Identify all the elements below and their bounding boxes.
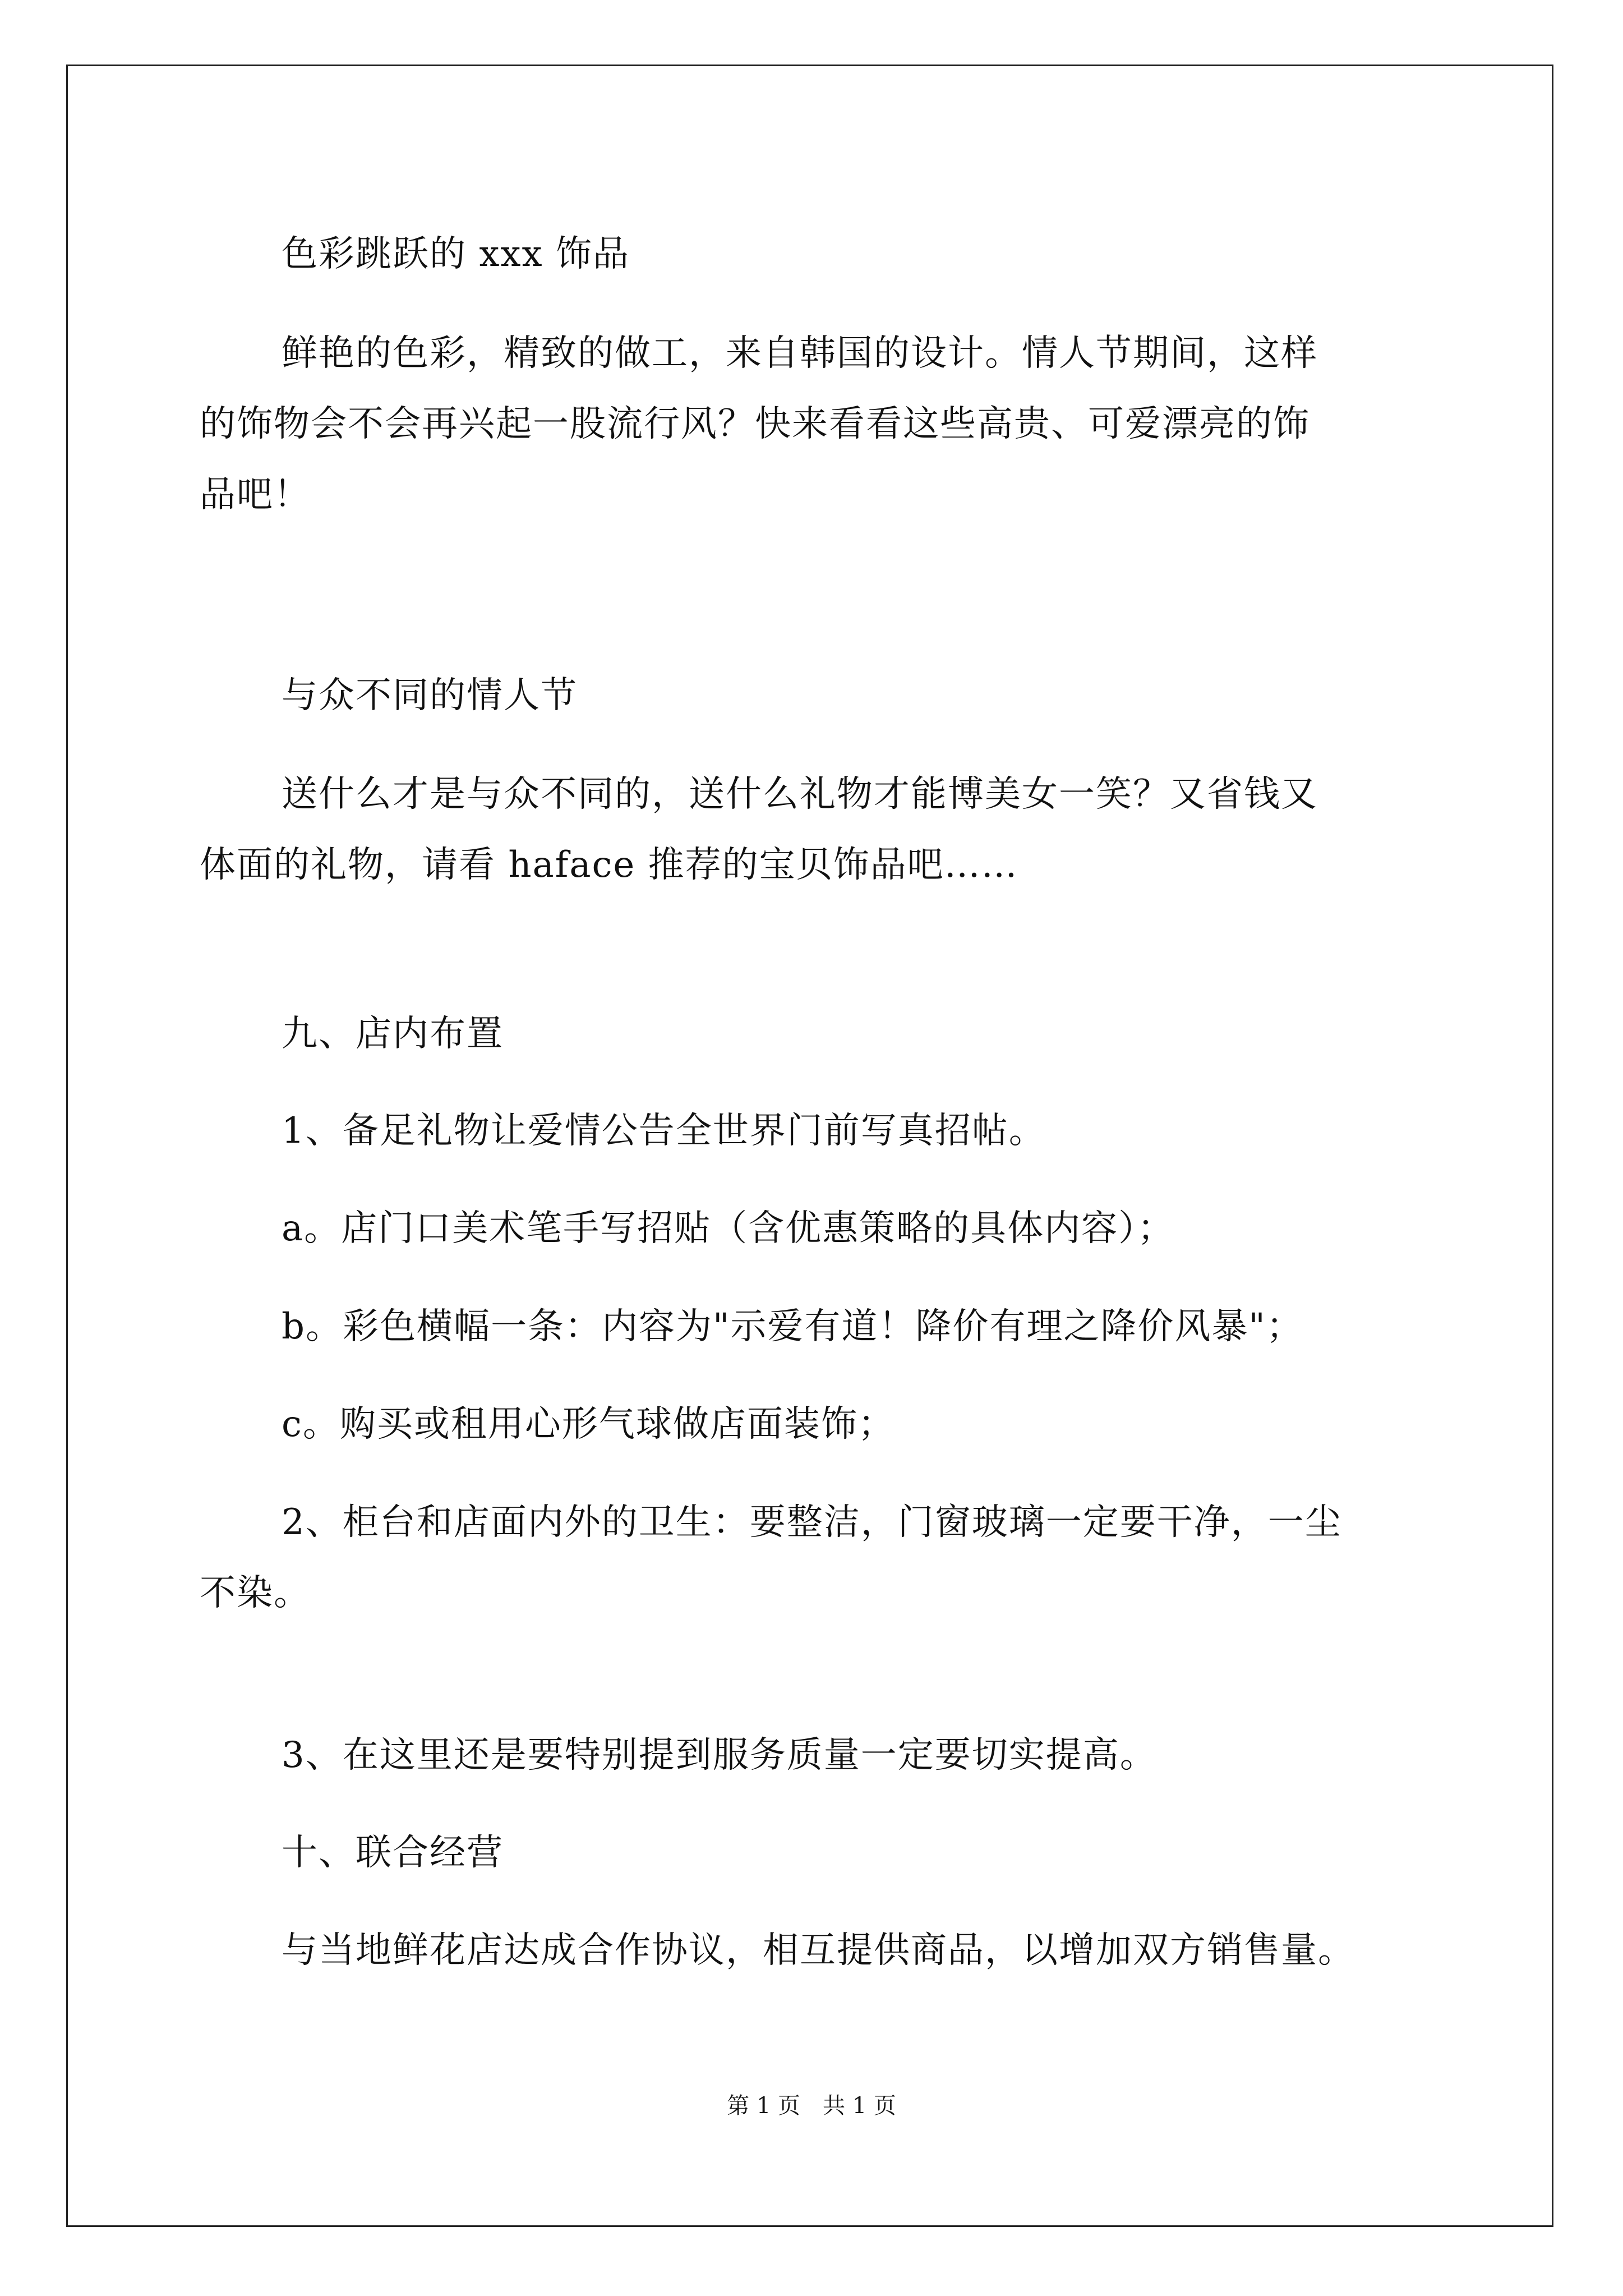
text-line: 九、店内布置	[282, 1013, 504, 1055]
page-total: 共 1 页	[823, 2093, 896, 2119]
text-line: 不染。	[200, 1572, 311, 1614]
text-line: 的饰物会不会再兴起一股流行风？快来看看这些高贵、可爱漂亮的饰	[200, 403, 1310, 445]
paragraph-unique-gift-desc	[200, 759, 1431, 900]
text-line: 色彩跳跃的 xxx 饰品	[282, 233, 630, 275]
text-line: b。彩色横幅一条：内容为"示爱有道！降价有理之降价风暴"；	[282, 1306, 1303, 1347]
list-item-b	[200, 1291, 1431, 1362]
page-number: 第 1 页	[727, 2093, 800, 2119]
section-heading-joint-operation	[200, 1818, 1431, 1888]
paragraph-heading-unique-valentine	[200, 660, 1431, 731]
text-line: a。店门口美术笔手写招贴（含优惠策略的具体内容）；	[282, 1208, 1175, 1249]
list-item-a	[200, 1193, 1431, 1264]
list-item-c	[200, 1389, 1431, 1460]
text-line: 品吧！	[200, 474, 311, 516]
section-heading-store-layout	[200, 999, 1431, 1069]
paragraph-heading-colorful-jewelry	[200, 219, 1431, 289]
paragraph-colorful-jewelry-desc	[200, 318, 1431, 530]
text-line: 鲜艳的色彩，精致的做工，来自韩国的设计。情人节期间，这样	[282, 333, 1318, 374]
text-line: 2、柜台和店面内外的卫生：要整洁，门窗玻璃一定要干净，一尘	[282, 1502, 1342, 1543]
text-line: 与众不同的情人节	[282, 675, 578, 716]
text-line: 送什么才是与众不同的，送什么礼物才能博美女一笑？又省钱又	[282, 774, 1318, 815]
list-item-3	[200, 1720, 1431, 1791]
page-footer	[0, 2088, 1623, 2120]
text-line: 体面的礼物，请看 haface 推荐的宝贝饰品吧……	[200, 844, 1018, 886]
text-line: 1、备足礼物让爱情公告全世界门前写真招帖。	[282, 1110, 1046, 1152]
list-item-1	[200, 1096, 1431, 1166]
text-line: c。购买或租用心形气球做店面装饰；	[282, 1404, 895, 1445]
list-item-2	[200, 1487, 1431, 1628]
text-line: 3、在这里还是要特别提到服务质量一定要切实提高。	[282, 1734, 1157, 1776]
text-line: 与当地鲜花店达成合作协议，相互提供商品，以增加双方销售量。	[282, 1930, 1355, 1971]
paragraph-florist-cooperation	[200, 1915, 1431, 1986]
text-line: 十、联合经营	[282, 1832, 504, 1874]
